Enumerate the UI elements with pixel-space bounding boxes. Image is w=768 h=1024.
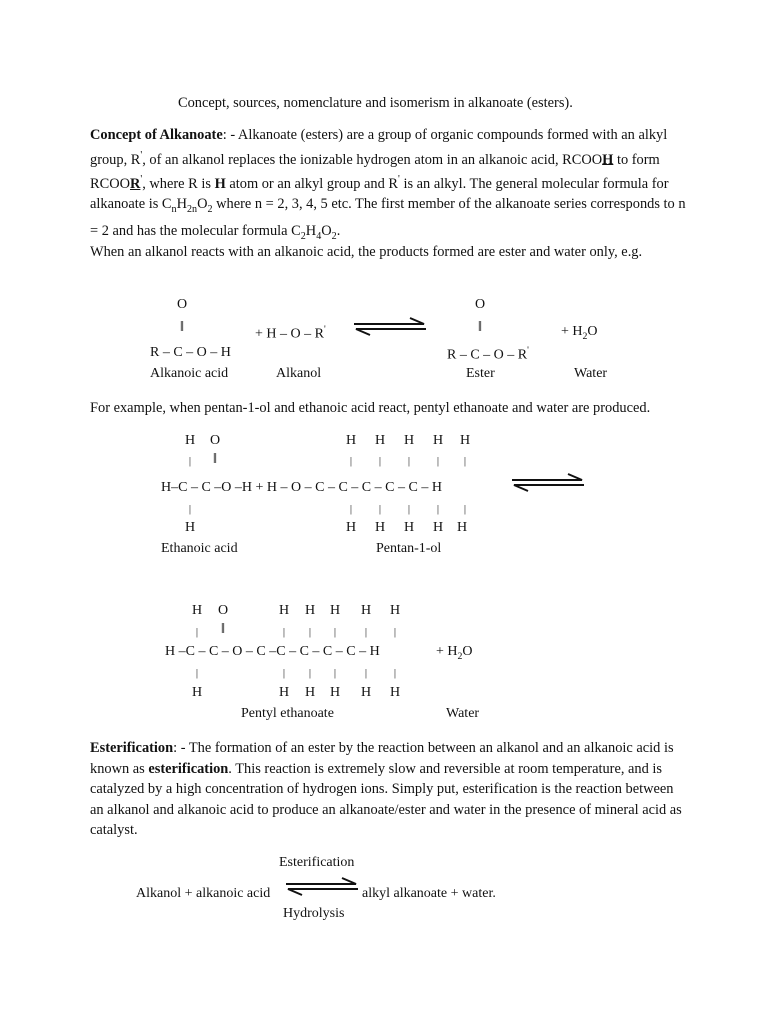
single-bond: | [308,667,312,679]
atom-o: O [209,433,221,448]
single-bond: | [436,503,440,515]
acid-oxygen: O [176,297,188,312]
label-ester: Ester [466,366,495,381]
atom-h: H [191,685,203,700]
esterification-heading: Esterification [90,740,174,756]
single-bond: | [195,626,199,638]
label-pentan-1-ol: Pentan-1-ol [376,541,442,556]
label-ethanoic-acid: Ethanoic acid [161,541,238,556]
acid-formula: R – C – O – H [150,345,231,360]
single-bond: | [364,667,368,679]
atom-h: H [432,433,444,448]
hydrolysis-label: Hydrolysis [283,906,345,921]
double-bond: ‖ [477,319,483,335]
single-bond: | [282,626,286,638]
single-bond: | [463,503,467,515]
double-bond: ‖ [220,621,226,637]
single-bond: | [436,455,440,467]
label-alkanoic-acid: Alkanoic acid [150,366,229,381]
esterification-label: Esterification [279,855,355,870]
single-bond: | [407,455,411,467]
single-bond: | [407,503,411,515]
single-bond: | [333,667,337,679]
water-formula: + $H_2O$ [561,324,598,342]
single-bond: | [188,503,192,515]
single-bond: | [393,626,397,638]
atom-h: H [374,433,386,448]
example-intro: For example, when pentan-1-ol and ethanoic acid react, pentyl ethanoate and water are produced. [90,400,651,416]
atom-h: H [374,520,386,535]
ester-formula: R – C – O – R' [447,345,529,363]
atom-h: H [278,603,290,618]
concept-heading: Concept of Alkanoate [90,127,223,143]
atom-h: H [329,685,341,700]
atom-h: H [456,520,468,535]
atom-h: H [432,520,444,535]
single-bond: | [463,455,467,467]
atom-h: H [389,685,401,700]
atom-h: H [304,603,316,618]
label-pentyl-ethanoate: Pentyl ethanoate [241,706,334,721]
single-bond: | [282,667,286,679]
atom-h: H [184,520,196,535]
atom-o: O [217,603,229,618]
double-bond: ‖ [179,319,185,335]
single-bond: | [378,455,382,467]
atom-h: H [389,603,401,618]
atom-h: H [360,603,372,618]
atom-h: H [345,520,357,535]
double-bond: ‖ [212,451,218,467]
single-bond: | [364,626,368,638]
atom-h: H [403,520,415,535]
label-alkanol: Alkanol [276,366,322,381]
atom-h: H [459,433,471,448]
word-equation-left: Alkanol + alkanoic acid [136,886,271,901]
single-bond: | [308,626,312,638]
water-formula: + $H_2O$ [436,644,473,662]
label-water: Water [574,366,608,381]
alkanol-formula: + H – O – R' [255,324,326,342]
equilibrium-arrow [352,316,428,336]
ester-oxygen: O [474,297,486,312]
single-bond: | [195,667,199,679]
single-bond: | [393,667,397,679]
single-bond: | [378,503,382,515]
page-title: Concept, sources, nomenclature and isomerism in alkanoate (esters). [178,95,573,111]
atom-h: H [304,685,316,700]
single-bond: | [349,455,353,467]
atom-h: H [191,603,203,618]
label-water: Water [446,706,480,721]
equilibrium-arrow [510,472,586,492]
products-structure: H –C – C – O – C –C – C – C – C – H [165,644,380,659]
atom-h: H [360,685,372,700]
single-bond: | [333,626,337,638]
atom-h: H [329,603,341,618]
atom-h: H [345,433,357,448]
equilibrium-arrow [284,876,360,896]
atom-h: H [184,433,196,448]
single-bond: | [188,455,192,467]
single-bond: | [349,503,353,515]
reaction-intro: When an alkanol reacts with an alkanoic acid, the products formed are ester and water only, e.g. [90,244,643,260]
reactants-structure: H–C – C –O –H + H – O – C – C – C – C – C – H [161,480,442,495]
concept-paragraph: Concept of Alkanoate: - Alkanoate (esters) are a group of organic compounds formed with an alkyl group, R', of an alkanol replaces the ionizable hydrogen atom in an alkanoic acid, RCOOH to form RCOOR', where R is H atom or an alkyl group and R' is an alkyl. The general molecular formula for alkanoate is $C_nH_{2n}O_2$ where n = 2, 3, 4, 5 etc. The first member of the alkanoate series corresponds to n = 2 and has the molecular formula $C_2H_4O_2$. [90,127,686,242]
word-equation-right: alkyl alkanoate + water. [362,886,496,901]
atom-h: H [278,685,290,700]
atom-h: H [403,433,415,448]
esterification-paragraph: Esterification: - The formation of an ester by the reaction between an alkanol and an alkanoic acid is known as esterification. This reaction is extremely slow and reversible at room temperature, and is catalyzed by a high concentration of hydrogen ions. Simply put, esterification is the reaction between an alkanol and alkanoic acid to produce an alkanoate/ester and water in the presence of mineral acid as catalyst. [90,740,682,839]
